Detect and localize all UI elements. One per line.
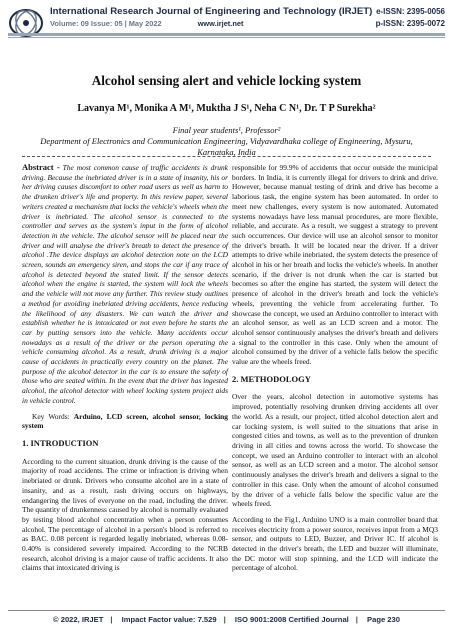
author-list: Lavanya M¹, Monika A M¹, Muktha J S¹, Neha C N¹, Dr. T P Surekha²: [77, 103, 376, 114]
keywords-paragraph: [22, 412, 228, 431]
paper-title: Alcohol sensing alert and vehicle locking system: [91, 73, 362, 88]
methodology-paragraph-2: According to the Fig1, Arduino UNO is a main controller board that receives electricity from a power source, receives input from a MQ3 sensor, and outputs to LED, Buzzer, and Driver IC. If alcohol is detected in the driver's breath, the LED and buzzer will illuminate, the DC motor will stop spinning, and the LCD will indicate the percentage of alcohol.: [232, 514, 438, 573]
journal-website-link[interactable]: www.irjet.net: [197, 19, 244, 28]
introduction-text: According to the current situation, drunk driving is the cause of the majority of road accidents. The crime or infraction is driving when inebriated or drunk. Drivers who consume alcohol are in a state of insanity, and as a result, rash driving occurs on highways, endangering the lives of everyone on the road, including the driver. The quantity of drunkenness caused by alcohol is normally evaluated by testing blood alcohol concentration when a person consumes alcohol. The percentage of alcohol in a person's blood is referred to as BAC. 0.08 percent is regarded legally inebriated, whereas 0.08-0.40% is considered severely impaired. According to the NCRB research, alcohol driving is a major cause of traffic accidents. It also claims that intoxicated driving is: [22, 456, 228, 573]
keywords-label: Key Words:: [32, 411, 70, 421]
abstract-paragraph: [22, 163, 228, 406]
affiliation-roles: Final year students¹, Professor²: [172, 125, 281, 135]
introduction-continued-text: responsible for 99.9% of accidents that occur outside the municipal borders. In India, it is currently illegal for drivers to drink and drive. However, because manual testing of drink and drive has become a laborious task, the engine system has been automated. In order to meet new challenges, every system is now automated. Automated systems nowadays have less manual procedures, are more flexible, reliable, and accurate. As a result, we suggest a strategy to prevent such occurrences. Our device will use an alcohol sensor to monitor the driver's breath. It will be located near the driver. If a driver attempts to drive while inebriated, the system detects the presence of alcohol in his or her breath and locks the vehicle's wheels. In another scenario, if the driver is not drunk when the car is started but becomes so after the engine has started, the system will detect the presence of alcohol in the driver's breath and lock the vehicle's wheels, preventing the vehicle from accelerating further. To showcase the concept, we used an Arduino controller to interact with an alcohol sensor, as well as an LCD screen and a motor. The alcohol sensor continuously analyses the driver's breath and delivers a signal to the controller in this case. Only when the amount of alcohol consumed by the driver of a vehicle falls below the specific value are the wheels freed.: [232, 163, 438, 367]
methodology-paragraph-1: Over the years, alcohol detection in automotive systems has improved, potentially resolving drunken driving accidents all over the world. As a result, our project, titled alcohol detection alert and car locking system, is well suited to the situations that arise in congested cities and towns, as well as to the prevention of drunken driving in all cities and towns across the world. To showcase the concept, we used an Arduino controller to interact with an alcohol sensor, as well as an LCD screen and a motor. The alcohol sensor continuously analyses the driver's breath and delivers a signal to the controller in this case. Only when the amount of alcohol consumed by the driver of a vehicle falls below the specific value are the wheels freed.: [232, 392, 438, 509]
right-column: [232, 163, 438, 579]
footer-copyright: © 2022, IRJET: [53, 615, 104, 624]
methodology-heading: 2. METHODOLOGY: [232, 373, 311, 384]
footer-page-number: Page 230: [367, 615, 400, 624]
footer-impact-factor: Impact Factor value: 7.529: [121, 615, 217, 624]
journal-header: [0, 0, 453, 46]
p-issn: p-ISSN: 2395-0072: [375, 19, 445, 28]
affiliation-location: Karnataka, India: [197, 147, 256, 157]
header-divider: [8, 33, 445, 36]
affiliation-department: Department of Electronics and Communication Engineering, Vidyavardhaka college of Engineering, Mysuru,: [40, 136, 413, 146]
footer-divider: [8, 610, 445, 611]
keywords-text: Arduino, LCD screen, alcohol sensor, locking system: [22, 411, 228, 431]
page-footer: © 2022, IRJET | Impact Factor value: 7.529 | ISO 9001:2008 Certified Journal | Page 230: [53, 615, 400, 624]
e-issn: e-ISSN: 2395-0056: [376, 7, 445, 16]
header-divider-thin: [8, 37, 445, 38]
introduction-heading: 1. INTRODUCTION: [22, 437, 99, 448]
left-column: [22, 163, 228, 579]
footer-iso: ISO 9001:2008 Certified Journal: [234, 615, 349, 624]
journal-volume-line: [50, 19, 243, 28]
abstract-label: Abstract -: [22, 162, 60, 172]
abstract-text: The most common cause of traffic accidents is drunk driving. Because the inebriated driver is in a state of insanity, his or her driving causes discomfort to other road users as well as harm to the drunken driver's life and property. In this review paper, several writers created a mechanism that locks the vehicle's wheels when the driver is inebriated. The alcohol sensor is connected to the controller and serves as the system's input in the form of alcohol detection in the vehicle. The alcohol sensor will be placed near the driver and will analyse the driver's breath to detect the presence of alcohol .The device displays an alcohol detection note on the LCD screen, sounds an emergency siren, and stops the car if any trace of alcohol is detected beyond the stated limit. If the sensor detects alcohol when the engine is started, the system will lock the wheels and the vehicle will not move any further. This review study outlines a method for avoiding inebriated driving accidents, hence reducing the likelihood of any disasters. We can watch the driver and establish whether he is intoxicated or not even before he starts the car by putting sensors into the vehicle. Many accidents occur nowadays as a result of the driver or the person operating the vehicle consuming alcohol. As a result, drunk driving is a major cause of accidents in practically every country on the planet. The purpose of the alcohol detector in the car is to ensure the safety of those who are seated within. In the event that the driver has ingested alcohol, the alcohol detector with wheel locking system project aids in vehicle control.: [22, 163, 228, 405]
volume-issue: Volume: 09 Issue: 05 | May 2022: [50, 19, 162, 28]
title-separator: [22, 156, 431, 157]
journal-title: International Research Journal of Engineering and Technology (IRJET): [50, 6, 373, 17]
